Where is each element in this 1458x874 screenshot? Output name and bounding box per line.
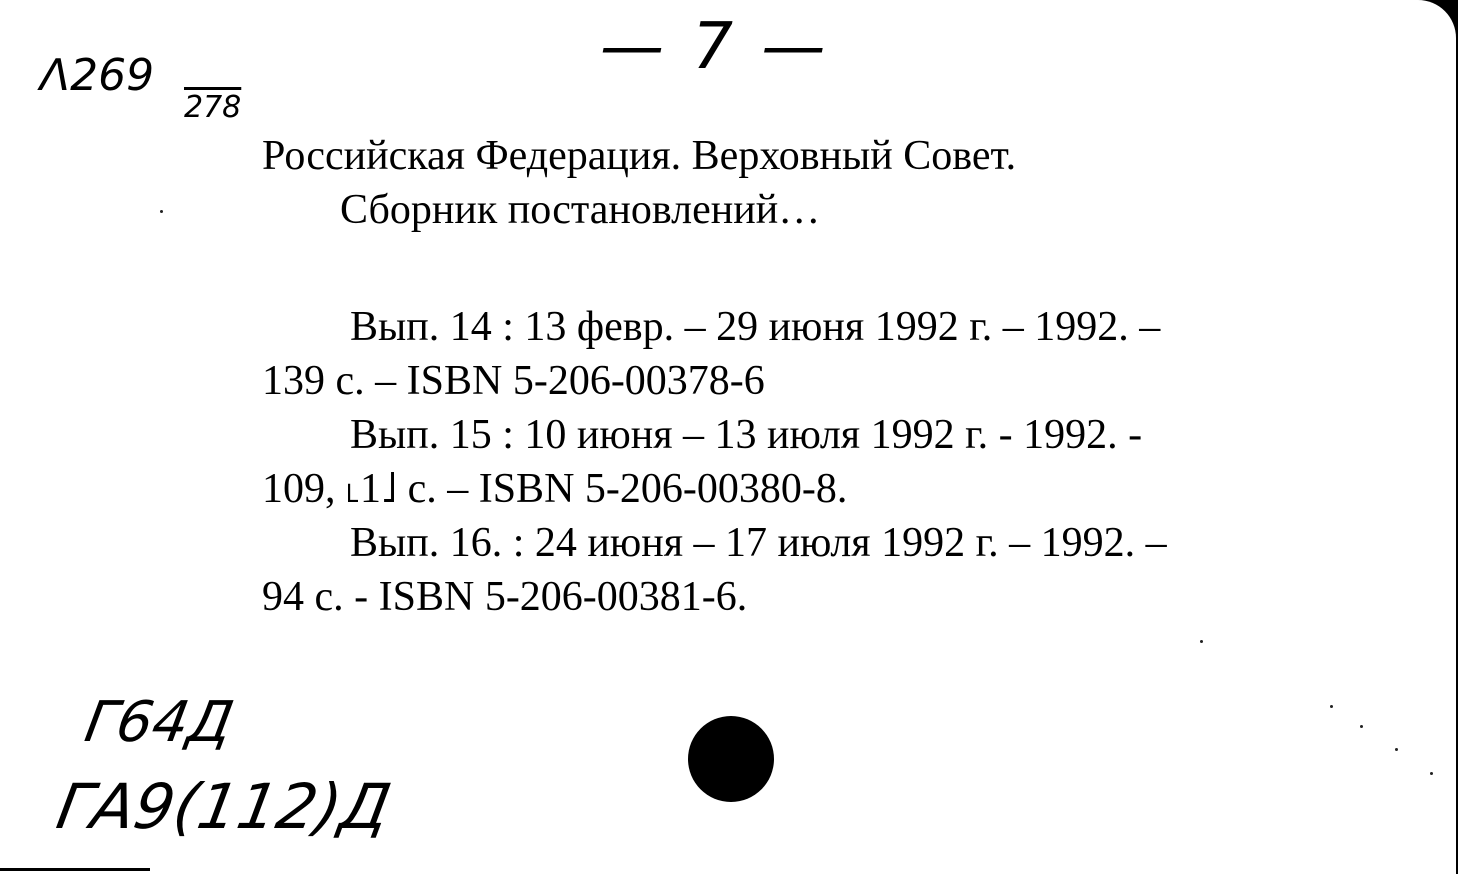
- card-edge-line: [0, 868, 150, 871]
- shelf-mark: Λ269: [40, 50, 155, 101]
- page-number: — 7 —: [600, 10, 830, 84]
- issue-15-line-2: 109, ˪1˩ с. – ISBN 5-206-00380-8.: [262, 466, 848, 512]
- shelf-mark-subscript: 278: [184, 90, 242, 125]
- issue-15-line-1: Вып. 15 : 10 июня – 13 июля 1992 г. - 1992. -: [350, 412, 1143, 458]
- scan-speck: [1330, 705, 1333, 708]
- issue-16-line-2: 94 с. - ISBN 5-206-00381-6.: [262, 574, 748, 620]
- heading-line-1: Российская Федерация. Верховный Совет.: [262, 133, 1017, 179]
- punch-hole: [688, 716, 774, 802]
- scan-speck: [1395, 748, 1398, 751]
- scan-speck: [160, 210, 163, 213]
- issue-14-line-2: 139 с. – ISBN 5-206-00378-6: [262, 358, 765, 404]
- issue-list: [262, 300, 1167, 624]
- scan-speck: [1200, 640, 1203, 643]
- issue-14-line-1: Вып. 14 : 13 февр. – 29 июня 1992 г. – 1992. –: [350, 304, 1161, 350]
- call-number-1: Г64Д: [80, 690, 238, 755]
- scan-speck: [1430, 772, 1433, 775]
- issue-16-line-1: Вып. 16. : 24 июня – 17 июля 1992 г. – 1992. –: [350, 520, 1167, 566]
- scan-speck: [1360, 725, 1363, 728]
- heading-line-2: Сборник постановлений…: [340, 187, 821, 233]
- call-number-2: ГА9(112)Д: [51, 770, 396, 843]
